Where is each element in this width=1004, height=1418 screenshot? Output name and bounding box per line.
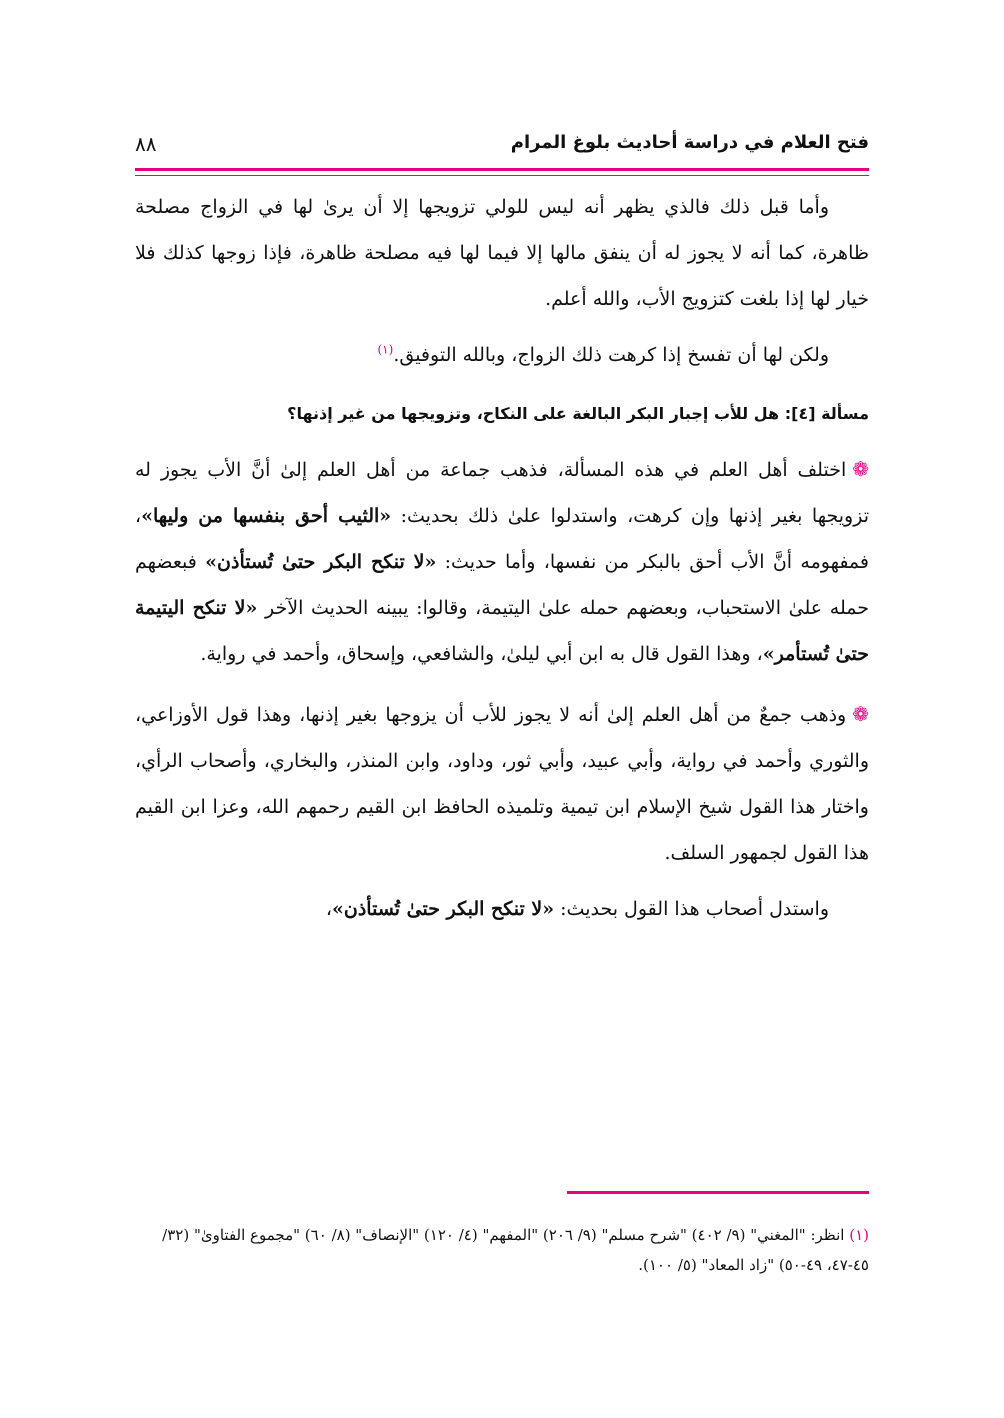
paragraph-3 [135, 446, 869, 677]
flower-ornament-icon: ❁ [852, 702, 869, 726]
hadith-quote-1: «الثيب أحق بنفسها من وليها» [141, 505, 392, 527]
running-title: فتح العلام في دراسة أحاديث بلوغ المرام [510, 132, 869, 153]
hadith-quote-4: «لا تنكح البكر حتىٰ تُستأذن» [332, 898, 555, 920]
paragraph-1: وأما قبل ذلك فالذي يظهر أنه ليس للولي تزويجها إلا أن يرىٰ لها في الزواج مصلحة ظاهرة، كما أنه لا يجوز له أن ينفق مالها إلا فيما لها فيه مصلحة ظاهرة، فإذا زوجها كذلك فلا خيار لها إذا بلغت كتزويج الأب، والله أعلم. [135, 196, 869, 310]
header-rule-thick [135, 168, 869, 171]
paragraph-2-text: ولكن لها أن تفسخ إذا كرهت ذلك الزواج، وبالله التوفيق. [393, 344, 829, 366]
main-text [135, 184, 869, 932]
hadith-quote-3: «لا تنكح اليتيمة حتىٰ تُستأمر» [135, 597, 869, 665]
header-rule-thin [135, 175, 869, 176]
paragraph-3-part-d: ، وهذا القول قال به ابن أبي ليلىٰ، والشافعي، وإسحاق، وأحمد في رواية. [200, 643, 763, 665]
footnote-separator [567, 1191, 869, 1194]
question-heading [135, 392, 869, 436]
paragraph-4 [135, 691, 869, 876]
flower-ornament-icon: ❁ [852, 457, 869, 481]
footnote-text: انظر: "المغني" (٩/ ٤٠٢) "شرح مسلم" (٩/ ٢٠٦) "المفهم" (٤/ ١٢٠) "الإنصاف" (٨/ ٦٠) "مجموع الفتاوىٰ" (٣٢/ ٤٥-٤٧، ٤٩-٥٠) "زاد المعاد" (٥/ ١٠٠). [162, 1226, 869, 1274]
footnote-reference-1[interactable]: (١) [377, 342, 394, 357]
page-number: ٨٨ [135, 132, 157, 156]
paragraph-3-part-b: ، فمفهومه أنَّ الأب أحق بالبكر من نفسها، وأما حديث: [135, 505, 870, 573]
footnote-1 [135, 1220, 869, 1280]
paragraph-4-text: وذهب جمعٌ من أهل العلم إلىٰ أنه لا يجوز للأب أن يزوجها بغير إذنها، وهذا قول الأوزاعي، والثوري وأحمد في رواية، وأبي عبيد، وأبي ثور، وداود، وابن المنذر، والبخاري، وأصحاب الرأي، واختار هذا القول شيخ الإسلام ابن تيمية وتلميذه الحافظ ابن القيم رحمهم الله، وعزا ابن القيم هذا القول لجمهور السلف. [135, 704, 869, 864]
question-label: مسألة [٤]: [784, 404, 869, 423]
paragraph-5 [135, 886, 869, 932]
paragraph-3-part-c: فبعضهم حمله علىٰ الاستحباب، وبعضهم حمله علىٰ اليتيمة، وقالوا: يبينه الحديث الآخر [135, 551, 869, 619]
question-text: هل للأب إجبار البكر البالغة على النكاح، وتزويجها من غير إذنها؟ [287, 404, 780, 423]
page-header [135, 120, 869, 170]
paragraph-2 [135, 332, 869, 378]
footnote-number: (١) [849, 1226, 869, 1244]
paragraph-5-part-b: ، [325, 898, 333, 920]
paragraph-5-part-a: واستدل أصحاب هذا القول بحديث: [554, 898, 829, 920]
paragraph-3-part-a: اختلف أهل العلم في هذه المسألة، فذهب جماعة من أهل العلم إلىٰ أنَّ الأب يجوز له تزويجها بغير إذنها وإن كرهت، واستدلوا علىٰ ذلك بحديث: [135, 459, 869, 527]
hadith-quote-2: «لا تنكح البكر حتىٰ تُستأذن» [205, 551, 437, 573]
footnotes [135, 1220, 869, 1280]
